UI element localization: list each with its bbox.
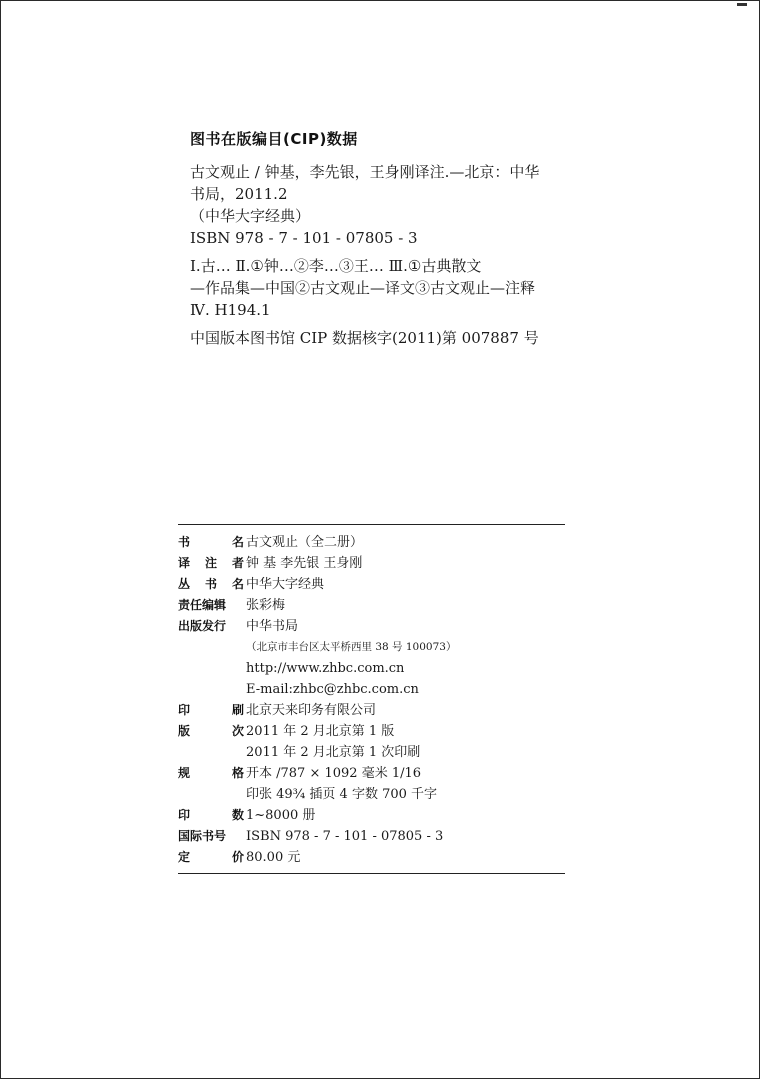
colophon-value: 中华书局 bbox=[246, 619, 299, 634]
colophon-value: 张彩梅 bbox=[246, 598, 286, 613]
colophon-row bbox=[178, 553, 565, 574]
colophon-row bbox=[178, 637, 565, 658]
colophon-label-char: 者 bbox=[231, 556, 244, 570]
colophon-value: （北京市丰台区太平桥西里 38 号 100073） bbox=[246, 641, 457, 653]
colophon-label-char: 价 bbox=[231, 850, 244, 864]
cip-subject-1: Ⅰ.古… Ⅱ.①钟…②李…③王… Ⅲ.①古典散文 bbox=[190, 257, 482, 275]
colophon-value: 开本 /787 × 1092 毫米 1/16 bbox=[246, 766, 422, 781]
colophon-row bbox=[178, 595, 565, 616]
colophon-label-char: 译 bbox=[178, 556, 191, 570]
colophon-row bbox=[178, 658, 565, 679]
colophon-label bbox=[178, 721, 244, 742]
colophon-label-text: 责任编辑 bbox=[178, 598, 227, 612]
colophon-row bbox=[178, 679, 565, 700]
colophon-row bbox=[178, 532, 565, 553]
colophon-value: 古文观止（全二册） bbox=[246, 535, 364, 550]
colophon-value: 80.00 元 bbox=[246, 850, 301, 865]
colophon-label bbox=[178, 763, 244, 784]
colophon-label-char: 定 bbox=[178, 850, 191, 864]
colophon-value: 1~8000 册 bbox=[246, 808, 316, 823]
cip-publisher-date: 书局，2011.2 bbox=[190, 185, 288, 203]
colophon-label-char: 印 bbox=[178, 703, 191, 717]
colophon-label-char: 注 bbox=[204, 556, 217, 570]
colophon-label bbox=[178, 847, 244, 868]
cip-subject-2: —作品集—中国②古文观止—译文③古文观止—注释 bbox=[190, 279, 536, 297]
colophon-rows bbox=[178, 525, 565, 868]
colophon-label bbox=[178, 595, 244, 616]
colophon-label-char: 刷 bbox=[231, 703, 244, 717]
cip-main-entry: 古文观止 / 钟基，李先银，王身刚译注.—北京：中华 bbox=[190, 163, 540, 181]
colophon-label-char: 版 bbox=[178, 724, 191, 738]
colophon-label-char: 格 bbox=[231, 766, 244, 780]
colophon-label bbox=[178, 700, 244, 721]
colophon-value: 印张 49¾ 插页 4 字数 700 千字 bbox=[246, 787, 438, 802]
colophon-label-char: 印 bbox=[178, 808, 191, 822]
colophon-label-char: 书 bbox=[204, 577, 217, 591]
colophon-row bbox=[178, 616, 565, 637]
colophon-label-text: 国际书号 bbox=[178, 829, 227, 843]
colophon bbox=[178, 524, 565, 874]
colophon-label-char: 书 bbox=[178, 535, 191, 549]
colophon-value: 2011 年 2 月北京第 1 次印刷 bbox=[246, 745, 421, 760]
colophon-row bbox=[178, 847, 565, 868]
colophon-value: ISBN 978 - 7 - 101 - 07805 - 3 bbox=[246, 829, 444, 844]
colophon-label-char: 名 bbox=[231, 577, 244, 591]
colophon-label bbox=[178, 553, 244, 574]
colophon-value[interactable]: http://www.zhbc.com.cn bbox=[246, 661, 405, 676]
colophon-label bbox=[178, 574, 244, 595]
cip-isbn: ISBN 978 - 7 - 101 - 07805 - 3 bbox=[190, 229, 418, 247]
cip-block bbox=[190, 128, 570, 349]
colophon-row bbox=[178, 784, 565, 805]
cip-title: 图书在版编目(CIP)数据 bbox=[190, 130, 358, 148]
colophon-bottom-rule bbox=[178, 873, 565, 874]
colophon-label bbox=[178, 616, 244, 637]
colophon-value: 中华大字经典 bbox=[246, 577, 325, 592]
colophon-label-char: 名 bbox=[231, 535, 244, 549]
colophon-row bbox=[178, 805, 565, 826]
colophon-label-char: 丛 bbox=[178, 577, 191, 591]
colophon-value: 钟 基 李先银 王身刚 bbox=[246, 556, 363, 571]
cip-series: （中华大字经典） bbox=[190, 207, 311, 225]
colophon-row bbox=[178, 742, 565, 763]
colophon-value: 北京天来印务有限公司 bbox=[246, 703, 377, 718]
colophon-value[interactable]: E-mail:zhbc@zhbc.com.cn bbox=[246, 682, 419, 697]
colophon-label bbox=[178, 532, 244, 553]
cip-classification: Ⅳ. H194.1 bbox=[190, 301, 271, 319]
colophon-row bbox=[178, 763, 565, 784]
cip-record-number: 中国版本图书馆 CIP 数据核字(2011)第 007887 号 bbox=[190, 329, 539, 347]
colophon-label bbox=[178, 805, 244, 826]
colophon-row bbox=[178, 700, 565, 721]
colophon-label bbox=[178, 826, 244, 847]
colophon-row bbox=[178, 721, 565, 742]
colophon-row bbox=[178, 574, 565, 595]
colophon-label-char: 规 bbox=[178, 766, 191, 780]
colophon-row bbox=[178, 826, 565, 847]
colophon-label-char: 次 bbox=[231, 724, 244, 738]
colophon-label-text: 出版发行 bbox=[178, 619, 227, 633]
colophon-label-char: 数 bbox=[231, 808, 244, 822]
colophon-value: 2011 年 2 月北京第 1 版 bbox=[246, 724, 395, 739]
corner-mark bbox=[737, 3, 747, 6]
